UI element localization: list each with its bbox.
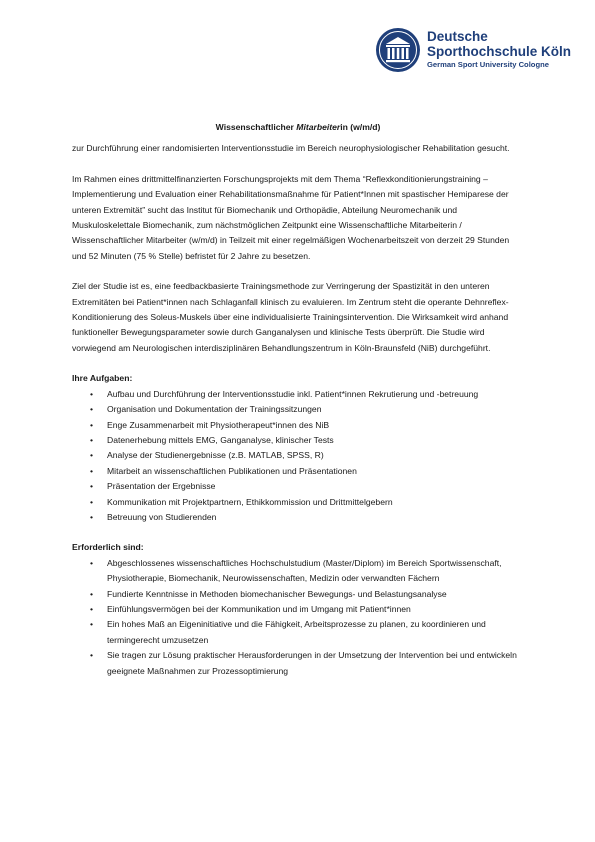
list-item: • Kommunikation mit Projektpartnern, Ethikkommission und Drittmittelgebern: [107, 495, 524, 510]
logo-name-line2: Sporthochschule Köln: [427, 44, 572, 59]
list-item: • Ein hohes Maß an Eigeninitiative und die Fähigkeit, Arbeitsprozesse zu planen, zu koordinieren und termingerecht umzusetzen: [107, 617, 524, 648]
logo-name-line1: Deutsche: [427, 29, 488, 44]
intro-paragraph: zur Durchführung einer randomisierten Interventionsstudie im Bereich neurophysiologischer Rehabilitation gesucht.: [72, 143, 510, 154]
title-emphasis: Mitarbeiter: [296, 122, 341, 132]
job-posting: [72, 120, 524, 694]
project-paragraph: Im Rahmen eines drittmittelfinanzierten Forschungsprojekts mit dem Thema “Reflexkonditionierungstraining – Implementierung und Evaluation einer Rehabilitationsmaßnahme für Patient*Innen mit spastischer Hemiparese der unteren Extremität” sucht das Institut für Biomechanik und Orthopädie, Abteilung Neuromechanik und Muskuloskelettale Biomechanik, zum nächstmöglichen Zeitpunkt eine Wissenschaftliche Mitarbeiterin / Wissenschaftlicher Mitarbeiter (w/m/d) in Teilzeit mit einer regelmäßigen Wochenarbeitszeit von derzeit 29 Stunden und 52 Minuten (75 % Stelle) befristet für 2 Jahre zu besetzen.: [72, 173, 510, 261]
list-item: • Betreuung von Studierenden: [107, 510, 524, 525]
list-item: • Datenerhebung mittels EMG, Ganganalyse, klinischer Tests: [107, 433, 524, 448]
university-seal-icon: [375, 27, 421, 73]
logo-subtitle: German Sport University Cologne: [427, 60, 549, 69]
list-item: • Präsentation der Ergebnisse: [107, 479, 524, 494]
list-item: • Enge Zusammenarbeit mit Physiotherapeut*innen des NiB: [107, 418, 524, 433]
tasks-heading: Ihre Aufgaben:: [72, 373, 133, 384]
tasks-list: [72, 387, 524, 526]
requirements-list: [72, 556, 524, 679]
list-item: • Mitarbeit an wissenschaftlichen Publikationen und Präsentationen: [107, 464, 524, 479]
page-title: [72, 120, 524, 135]
list-item: • Analyse der Studienergebnisse (z.B. MATLAB, SPSS, R): [107, 448, 524, 463]
list-item: • Fundierte Kenntnisse in Methoden biomechanischer Bewegungs- und Belastungsanalyse: [107, 587, 524, 602]
list-item: • Organisation und Dokumentation der Trainingssitzungen: [107, 402, 524, 417]
title-suffix: in (w/m/d): [340, 122, 381, 132]
title-prefix: Wissenschaftlicher: [215, 122, 297, 132]
list-item: • Sie tragen zur Lösung praktischer Herausforderungen in der Umsetzung der Intervention bei und entwickeln geeignete Maßnahmen zur Prozessoptimierung: [107, 648, 524, 679]
requirements-heading: Erforderlich sind:: [72, 542, 144, 553]
list-item: • Einfühlungsvermögen bei der Kommunikation und im Umgang mit Patient*innen: [107, 602, 524, 617]
study-goal-paragraph: Ziel der Studie ist es, eine feedbackbasierte Trainingsmethode zur Verringerung der Spastizität in den unteren Extremitäten bei Patient*innen nach Schlaganfall klinisch zu evaluieren. Im Zentrum steht die operante Dehnreflex-Konditionierung des Soleus-Muskels über eine individualisierte Trainingsintervention. Die Wirksamkeit wird anhand funktioneller Bewegungsparameter sowie durch Ganganalysen und klinische Tests überprüft. Die Studie wird vorwiegend am Neurologischen interdisziplinären Behandlungszentrum in Köln-Braunsfeld (NiB) durchgeführt.: [72, 281, 509, 353]
logo-name: [427, 29, 571, 59]
university-logo: [375, 27, 572, 75]
list-item: • Abgeschlossenes wissenschaftliches Hochschulstudium (Master/Diplom) im Bereich Sportwissenschaft, Physiotherapie, Biomechanik, Neurowissenschaften, Medizin oder verwandten Fächern: [107, 556, 524, 587]
list-item: • Aufbau und Durchführung der Interventionsstudie inkl. Patient*innen Rekrutierung und -betreuung: [107, 387, 524, 402]
